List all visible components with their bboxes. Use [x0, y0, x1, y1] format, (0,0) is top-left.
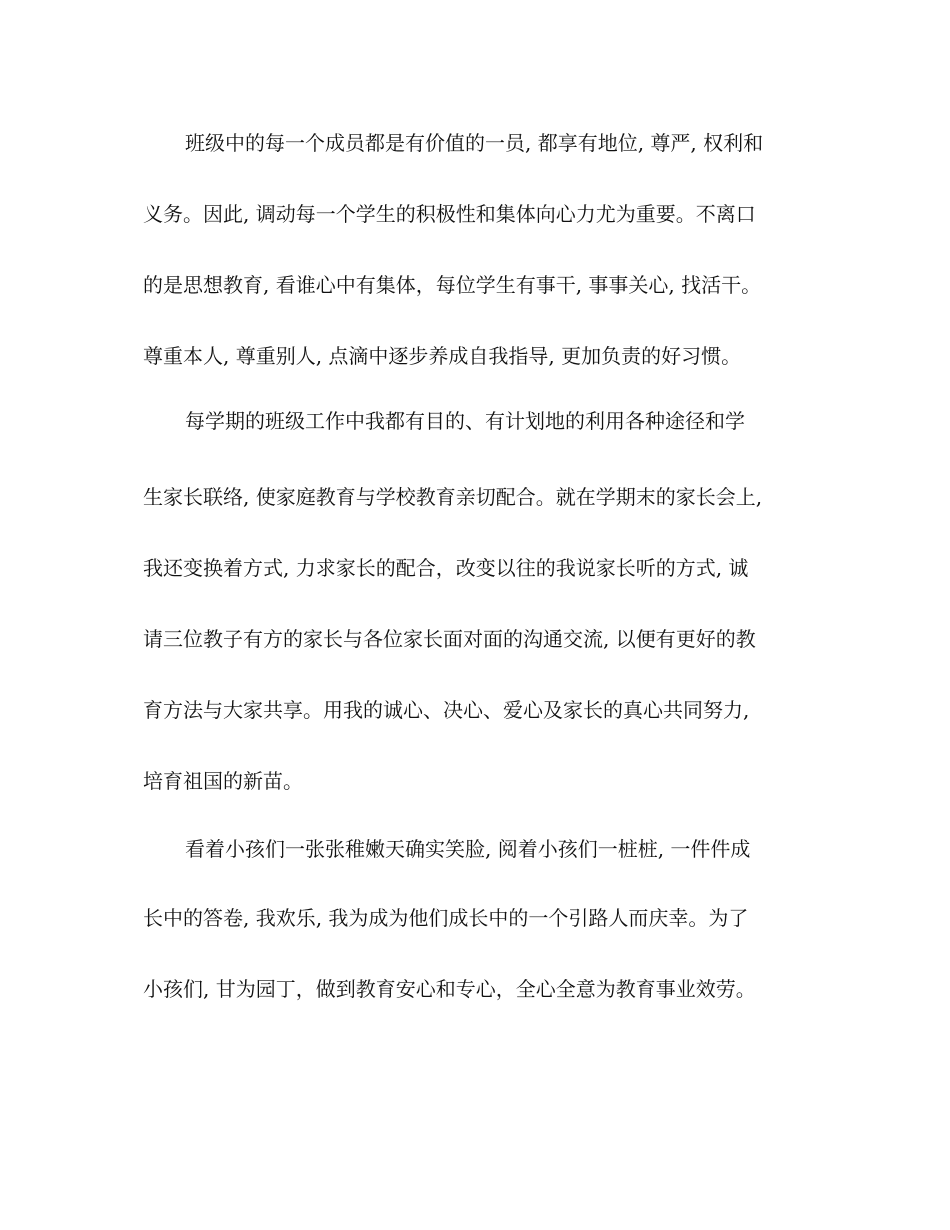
paragraph-line: 我还变换着方式, 力求家长的配合，改变以往的我说家长听的方式, 诚: [143, 556, 749, 580]
paragraph-line: 班级中的每一个成员都是有价值的一员, 都享有地位, 尊严, 权利和: [185, 131, 764, 155]
paragraph-line: 育方法与大家共享。用我的诚心、决心、爱心及家长的真心共同努力,: [143, 698, 750, 722]
paragraph-line: 义务。因此, 调动每一个学生的积极性和集体向心力尤为重要。不离口: [143, 202, 756, 226]
paragraph-line: 生家长联络, 使家庭教育与学校教育亲切配合。就在学期末的家长会上,: [143, 485, 763, 509]
paragraph-line: 长中的答卷, 我欢乐, 我为成为他们成长中的一个引路人而庆幸。为了: [143, 906, 749, 930]
paragraph-line: 的是思想教育, 看谁心中有集体，每位学生有事干, 事事关心, 找活干。: [143, 273, 762, 297]
paragraph-line: 每学期的班级工作中我都有目的、有计划地的利用各种途径和学: [185, 409, 745, 433]
paragraph-line: 看着小孩们一张张稚嫩天确实笑脸, 阅着小孩们一桩桩, 一件件成: [185, 837, 751, 861]
paragraph-line: 尊重本人, 尊重别人, 点滴中逐步养成自我指导, 更加负责的好习惯。: [143, 344, 742, 368]
paragraph-line: 小孩们, 甘为园丁，做到教育安心和专心，全心全意为教育事业效劳。: [143, 977, 756, 1001]
paragraph-line: 培育祖国的新苗。: [143, 769, 303, 793]
paragraph-line: 请三位教子有方的家长与各位家长面对面的沟通交流, 以便有更好的教: [143, 627, 756, 651]
